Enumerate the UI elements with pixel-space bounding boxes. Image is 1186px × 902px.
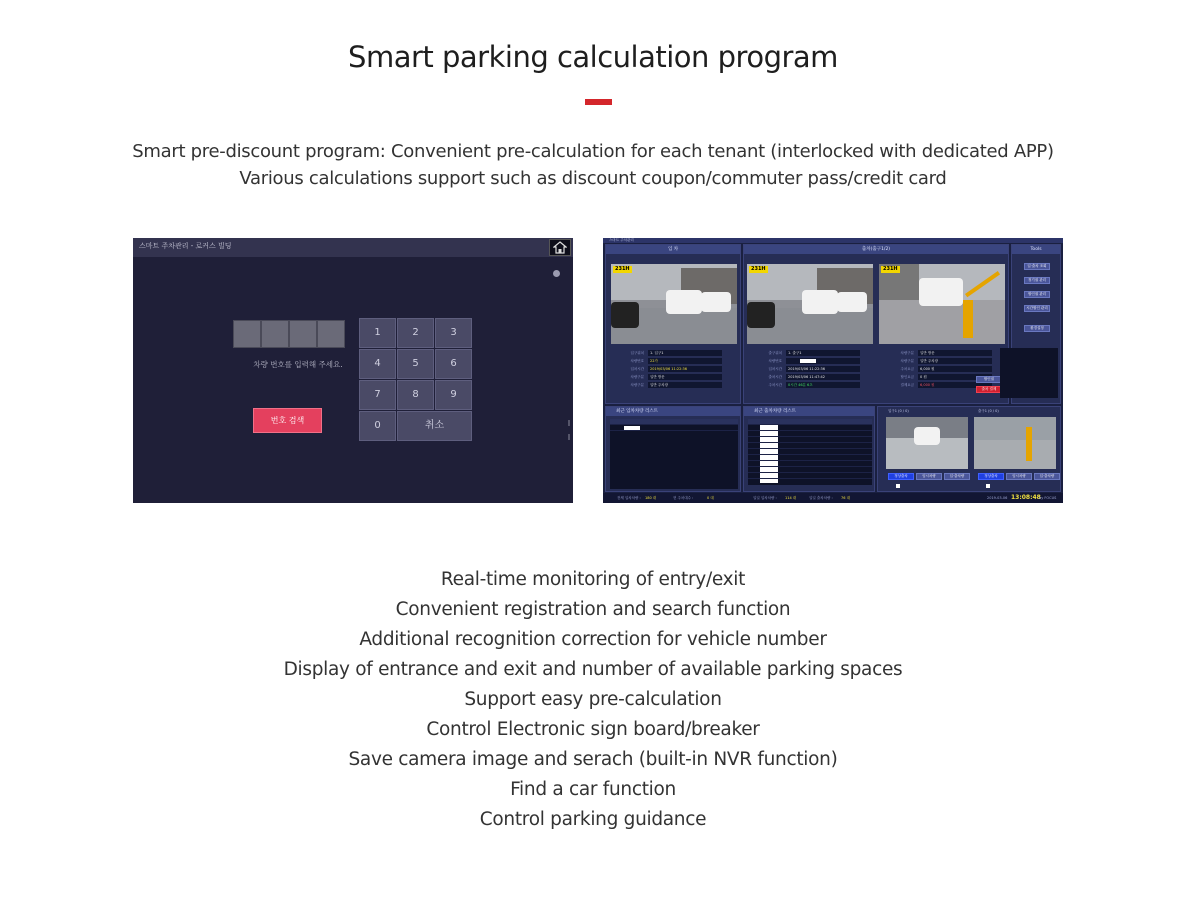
intro-text <box>0 138 1186 192</box>
dashboard-screenshot <box>603 238 1063 503</box>
key-0[interactable]: 0 <box>359 411 396 441</box>
feature-item: Convenient registration and search function <box>395 599 791 620</box>
title-divider <box>585 99 612 105</box>
normal-exit-button[interactable]: 정상출차 <box>888 473 914 480</box>
tool-entry-exit-search[interactable]: 입·출차 조회 <box>1024 263 1050 270</box>
exit-list-header: 최근 출차차량 리스트 <box>744 407 874 416</box>
plate-search-button[interactable]: 번호 검색 <box>253 408 322 433</box>
feature-item: Save camera image and serach (built-in NVR function) <box>348 749 838 770</box>
temp-vehicle-button[interactable]: 임시차량 <box>916 473 942 480</box>
tool-settings[interactable]: 환경설정 <box>1024 325 1050 332</box>
intro-line-1: Smart pre-discount program: Convenient pre-calculation for each tenant (interlocked with dedicated APP) <box>132 141 1054 162</box>
key-9[interactable]: 9 <box>435 380 472 410</box>
keypad-app-titlebar <box>133 238 573 257</box>
page-title: Smart parking calculation program <box>348 40 838 74</box>
dashboard-status-bar: 전체 입차차량 : 180 대 현 주차대수 : 0 대 일일 입차차량 : 114 대 일일 출차차량 : 76 대 2019-03-06 13:08:48 by FOCUS <box>603 493 1063 503</box>
edge-marker <box>568 420 570 426</box>
plate-digit-box[interactable] <box>289 320 317 348</box>
feature-item: Control Electronic sign board/breaker <box>426 719 760 740</box>
exit-camera-view-1 <box>747 264 873 344</box>
exit-plate-tag-2: 231H <box>883 266 898 272</box>
discount-button[interactable]: 할인권 <box>976 376 1002 383</box>
feature-item: Display of entrance and exit and number of available parking spaces <box>283 659 903 680</box>
intro-line-2: Various calculations support such as discount coupon/commuter pass/credit card <box>239 168 947 189</box>
auto-checkbox-2[interactable] <box>986 484 990 488</box>
entry-list-header: 최근 입차차량 리스트 <box>606 407 740 416</box>
exit-plate-tag: 231H <box>751 266 766 272</box>
temp-vehicle-button-2[interactable]: 임시차량 <box>1006 473 1032 480</box>
dashboard-title: 스마트 주차관리 <box>609 238 634 242</box>
key-7[interactable]: 7 <box>359 380 396 410</box>
entry-list <box>610 419 738 489</box>
fee-info: 차량구분 일반 방문 차량구분 일반 주차장 주차요금 6,000 원 할인요금 0 원 결제요금 6,000 원 <box>884 350 1004 400</box>
home-button[interactable] <box>549 239 571 256</box>
camera-thumb-entry <box>886 417 968 469</box>
feature-item: Additional recognition correction for vehicle number <box>359 629 827 650</box>
pay-exit-button[interactable]: 출차 결제 <box>976 386 1002 393</box>
feature-item: Control parking guidance <box>479 809 707 830</box>
tools-panel-header: Tools <box>1012 245 1060 254</box>
feature-item: Find a car function <box>510 779 676 800</box>
entry-list-panel <box>605 406 741 492</box>
exit-panel <box>743 244 1009 404</box>
camera-grid-panel <box>877 406 1061 492</box>
keypad-app-title: 스마트 주차관리 - 로커스 빌딩 <box>139 242 232 250</box>
tool-coupon-management[interactable]: 할인권 관리 <box>1024 291 1050 298</box>
home-icon <box>553 241 567 254</box>
tools-panel <box>1011 244 1061 404</box>
status-clock: 13:08:48 <box>1011 494 1041 501</box>
entry-panel-header: 입 차 <box>606 245 740 254</box>
settings-icon[interactable] <box>553 270 560 277</box>
edge-marker <box>568 434 570 440</box>
key-8[interactable]: 8 <box>397 380 434 410</box>
key-4[interactable]: 4 <box>359 349 396 379</box>
auto-checkbox[interactable] <box>896 484 900 488</box>
tool-time-discount[interactable]: 시간할인 관리 <box>1024 305 1050 312</box>
exit-list-panel <box>743 406 875 492</box>
feature-list <box>0 565 1186 835</box>
key-3[interactable]: 3 <box>435 318 472 348</box>
entry-camera-view <box>611 264 737 344</box>
plate-digit-box[interactable] <box>317 320 345 348</box>
entry-exit-vehicle-button-2[interactable]: 입·출차량 <box>1034 473 1060 480</box>
exit-info: 출구위치 1. 출구1 차량번호 입차시간 2019/03/06 11:22:36 출차시간 2019/03/06 11:47:42 주차시간 0시간 46분 6초 <box>752 350 872 400</box>
plate-digit-box[interactable] <box>261 320 289 348</box>
status-brand: by FOCUS <box>1039 496 1057 500</box>
keypad-app-screenshot <box>133 238 573 503</box>
camera-label-2: 출구1 (0 / 0) <box>978 409 999 413</box>
tools-preview-area <box>1000 348 1058 398</box>
key-2[interactable]: 2 <box>397 318 434 348</box>
camera-label-1: 입구1 (0 / 0) <box>888 409 909 413</box>
camera-thumb-exit <box>974 417 1056 469</box>
entry-info: 입구위치 1. 입구1 차량번호 22가 입차시간 2019/03/06 11:22:36 차량구분 일반 방문 차량구분 일반 주차장 <box>614 350 734 400</box>
key-6[interactable]: 6 <box>435 349 472 379</box>
entry-exit-vehicle-button[interactable]: 입·출차량 <box>944 473 970 480</box>
numeric-keypad <box>359 318 474 442</box>
exit-list <box>748 419 872 485</box>
normal-exit-button-2[interactable]: 정상출차 <box>978 473 1004 480</box>
exit-panel-header: 출차(출구1/2) <box>744 245 1008 254</box>
dashboard-titlebar <box>603 238 1063 243</box>
status-date: 2019-03-06 <box>987 496 1008 500</box>
plate-prompt: 차량 번호를 입력해 주세요. <box>253 360 343 369</box>
key-5[interactable]: 5 <box>397 349 434 379</box>
key-cancel[interactable]: 취소 <box>397 411 472 441</box>
plate-digit-box[interactable] <box>233 320 261 348</box>
entry-panel <box>605 244 741 404</box>
exit-camera-view-2 <box>879 264 1005 344</box>
feature-item: Support easy pre-calculation <box>464 689 722 710</box>
tool-pass-management[interactable]: 정기권 관리 <box>1024 277 1050 284</box>
entry-plate-tag: 231H <box>615 266 630 272</box>
feature-item: Real-time monitoring of entry/exit <box>440 569 746 590</box>
key-1[interactable]: 1 <box>359 318 396 348</box>
